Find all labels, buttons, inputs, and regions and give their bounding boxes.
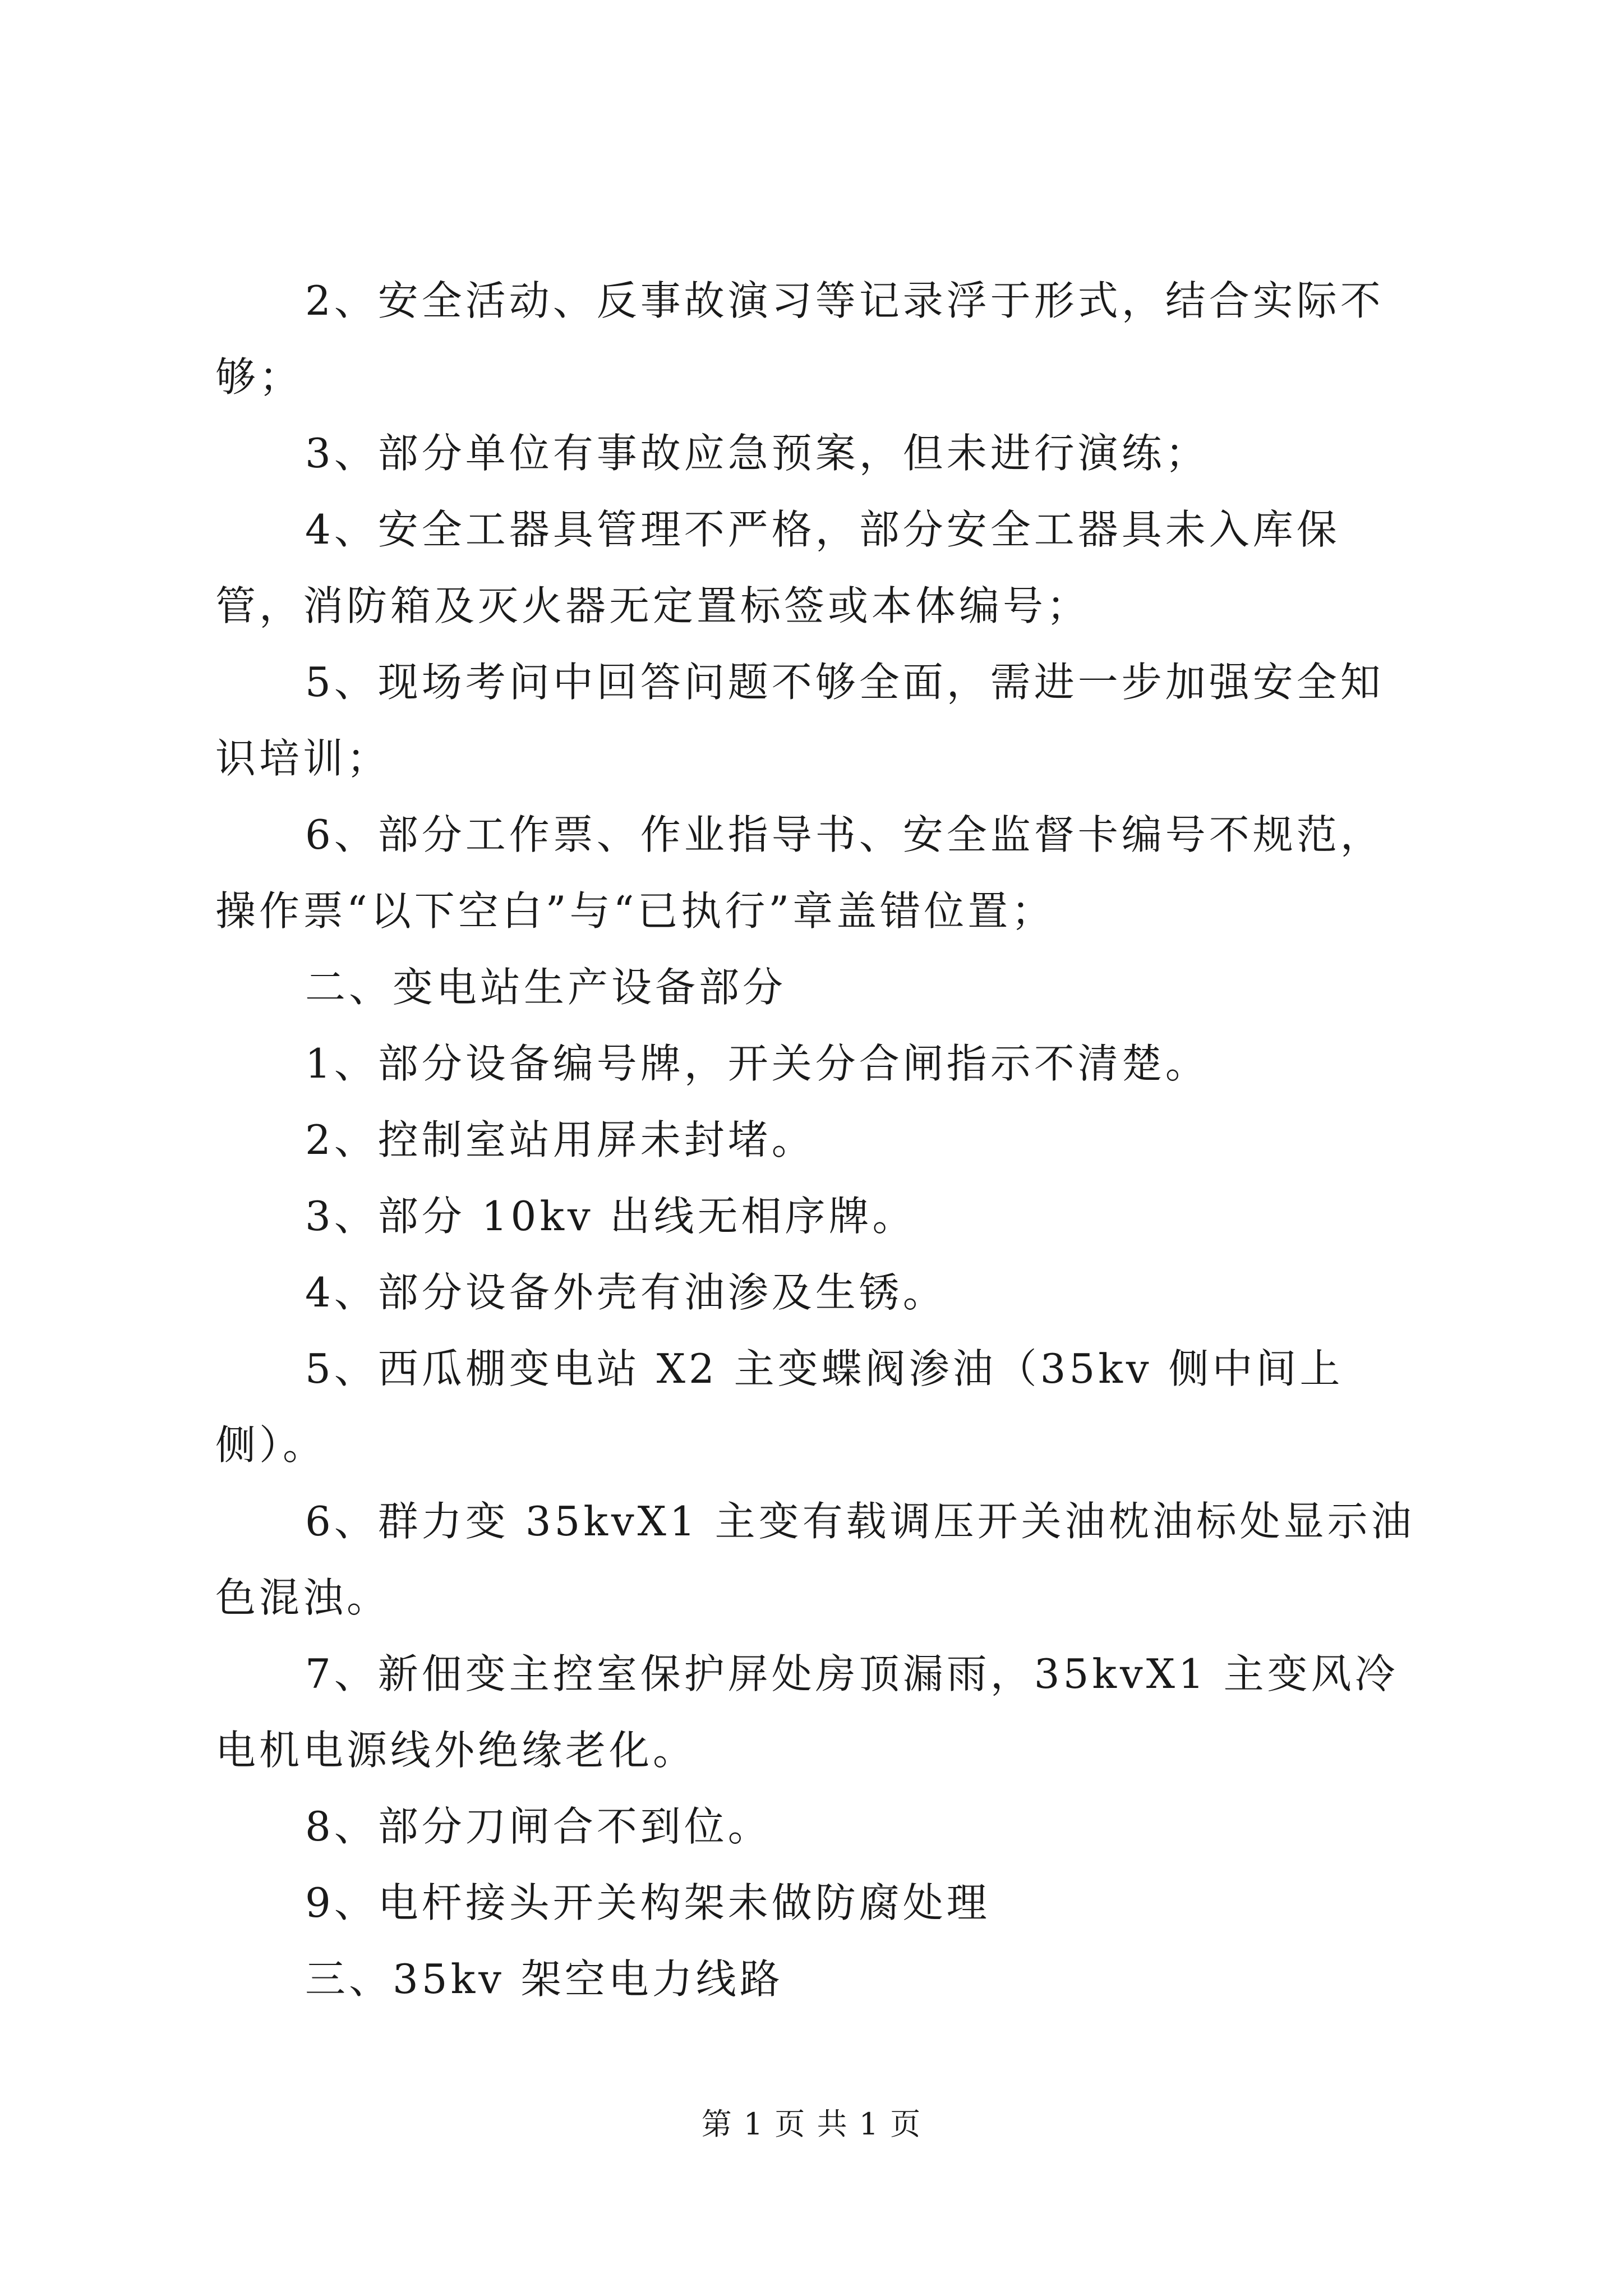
- paragraph-equipment-2: 2、控制室站用屏未封堵。: [305, 1116, 815, 1163]
- paragraph-equipment-3: 3、部分 10kv 出线无相序牌。: [305, 1193, 916, 1240]
- paragraph-equipment-8: 8、部分刀闸合不到位。: [305, 1803, 772, 1850]
- page-footer: 第 1 页 共 1 页: [701, 2106, 922, 2142]
- paragraph-item-4-safety-tools: 4、安全工器具管理不严格，部分安全工器具未入库保管，消防箱及灭火器无定置标签或本体编号；: [215, 506, 1340, 629]
- paragraph-equipment-6: 6、群力变 35kvX1 主变有载调压开关油枕油标处显示油色混浊。: [215, 1498, 1415, 1621]
- paragraph-item-2-activities: 2、安全活动、反事故演习等记录浮于形式，结合实际不够；: [215, 277, 1384, 401]
- document-body: [215, 263, 1427, 2017]
- paragraph-item-6-work-tickets: 6、部分工作票、作业指导书、安全监督卡编号不规范，操作票“以下空白”与“已执行”章盖错位置；: [215, 811, 1384, 935]
- paragraph-item-3-emergency-plan: 3、部分单位有事故应急预案，但未进行演练；: [305, 430, 1209, 477]
- section-heading-overhead-lines: 三、35kv 架空电力线路: [305, 1955, 783, 2003]
- paragraph-equipment-4: 4、部分设备外壳有油渗及生锈。: [305, 1269, 947, 1316]
- paragraph-equipment-5: 5、西瓜棚变电站 X2 主变蝶阀渗油（35kv 侧中间上侧）。: [215, 1345, 1344, 1469]
- paragraph-equipment-9: 9、电杆接头开关构架未做防腐处理: [305, 1879, 990, 1926]
- section-heading-substation-equipment: 二、变电站生产设备部分: [305, 964, 787, 1011]
- paragraph-equipment-1: 1、部分设备编号牌，开关分合闸指示不清楚。: [305, 1040, 1209, 1087]
- paragraph-equipment-7: 7、新佃变主控室保护屏处房顶漏雨，35kvX1 主变风冷电机电源线外绝缘老化。: [215, 1650, 1399, 1774]
- paragraph-item-5-questioning: 5、现场考问中回答问题不够全面，需进一步加强安全知识培训；: [215, 659, 1384, 782]
